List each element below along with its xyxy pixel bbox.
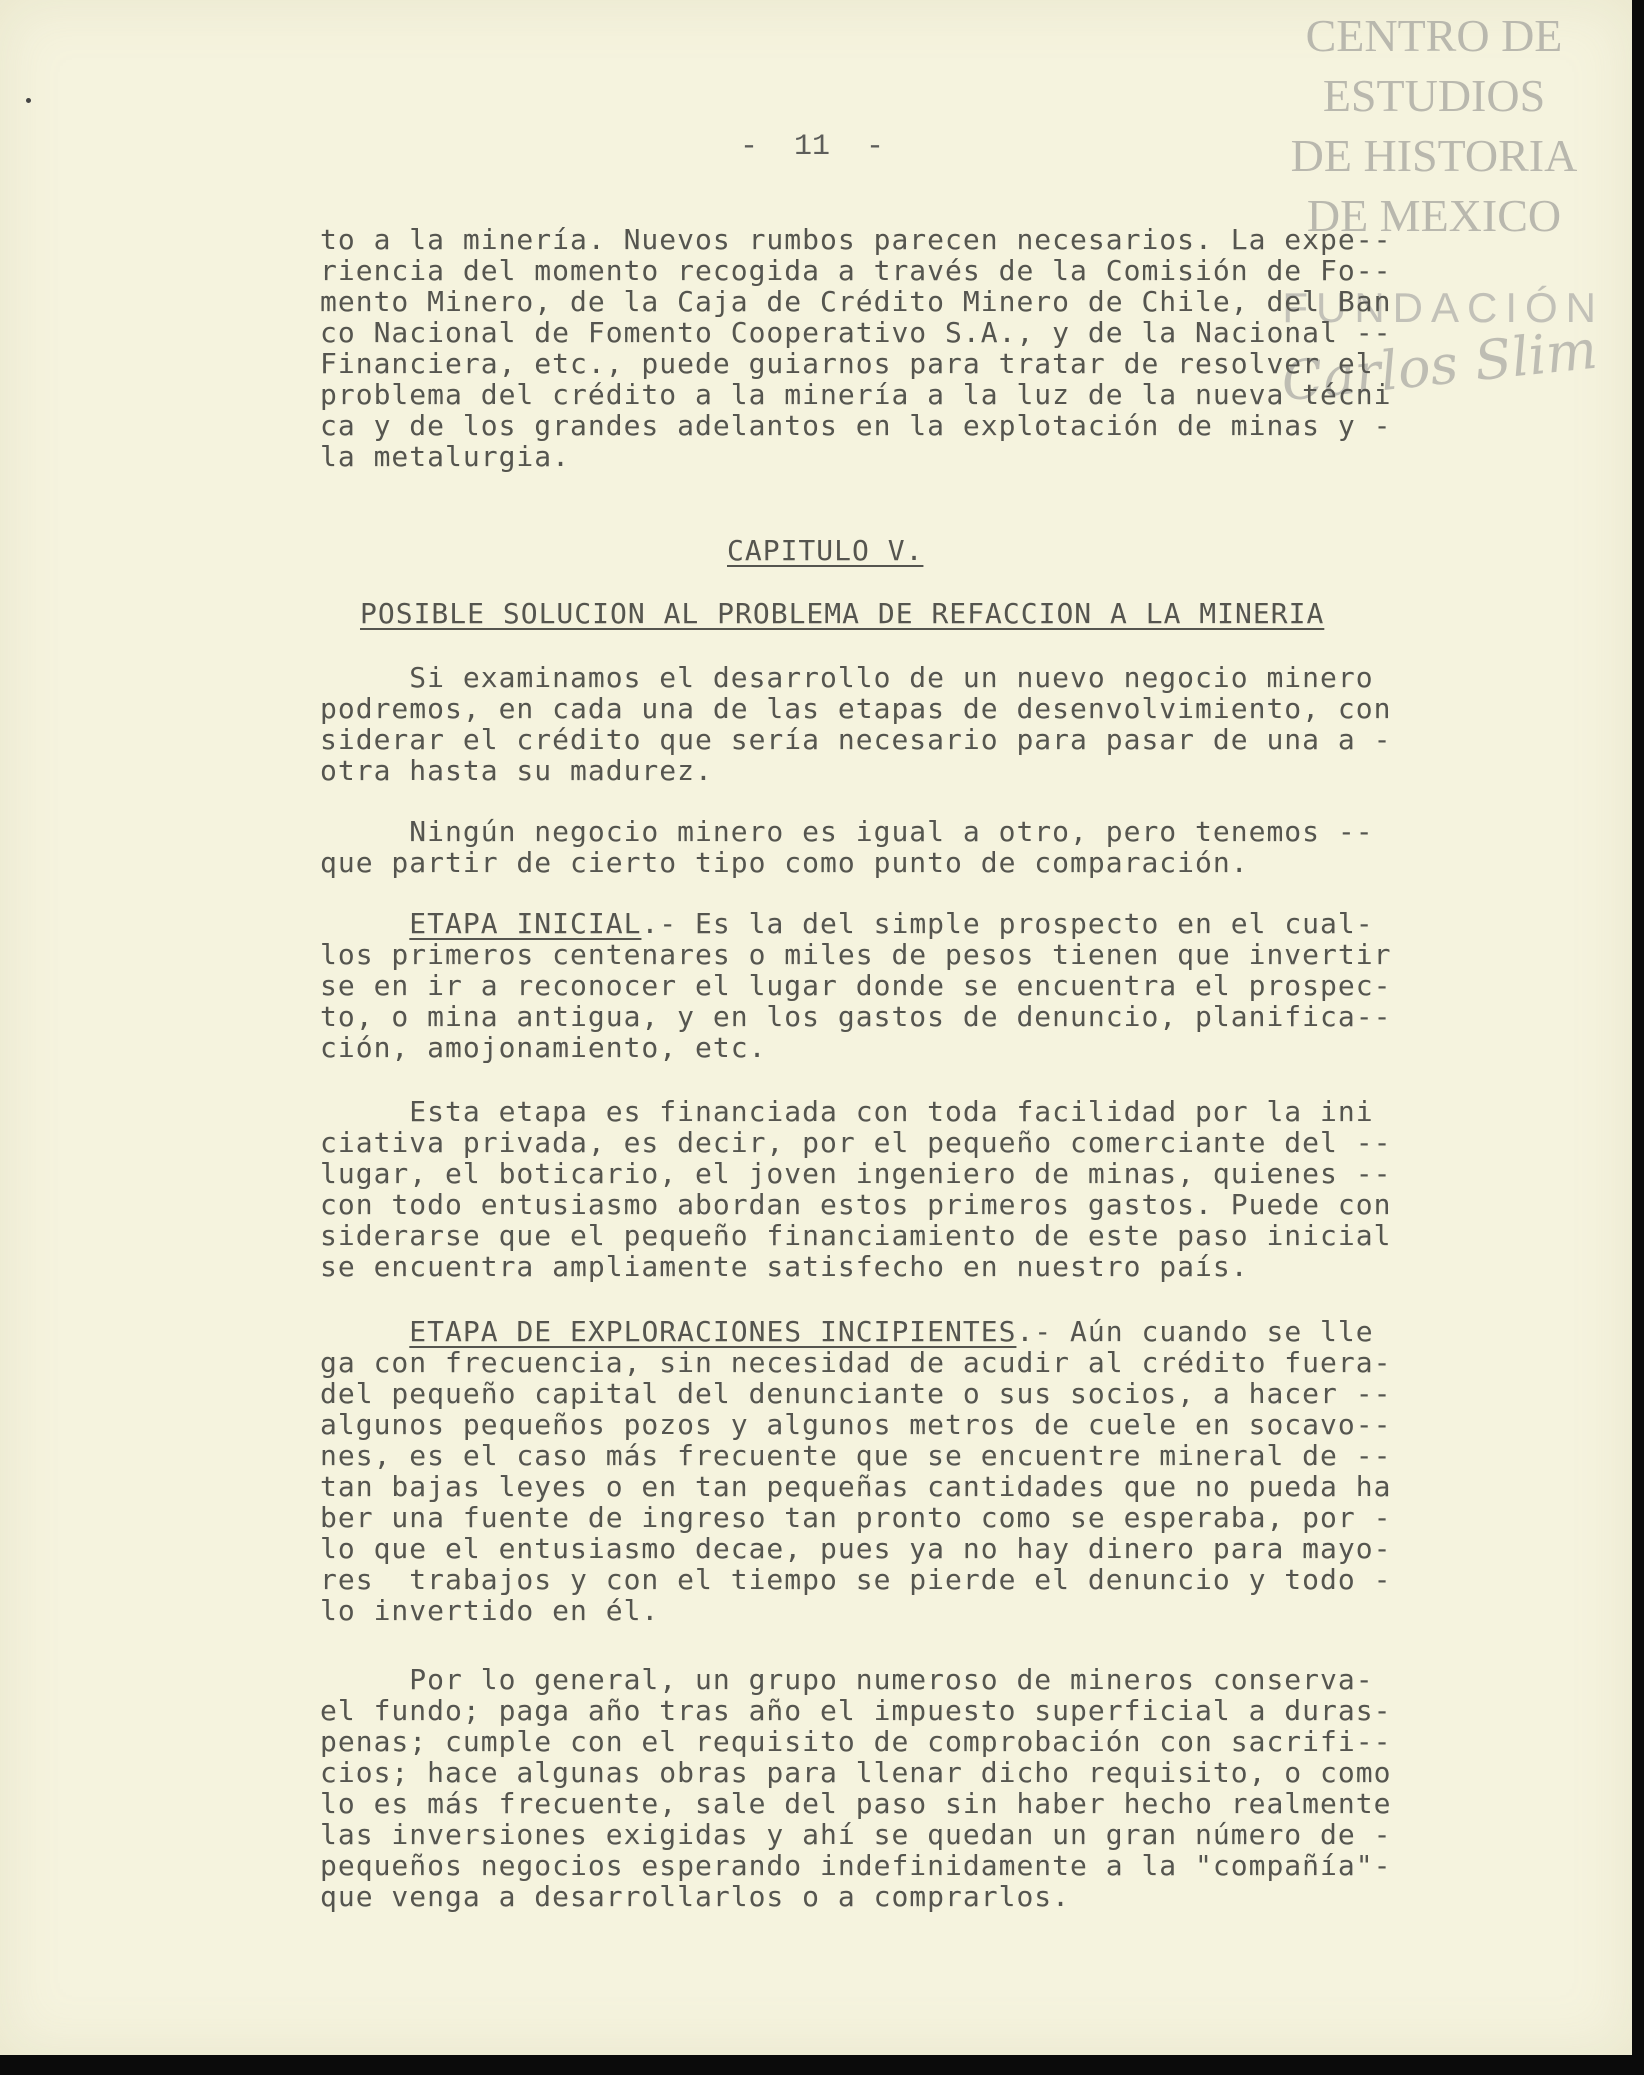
chapter-subtitle: POSIBLE SOLUCION AL PROBLEMA DE REFACCION A LA MINERIA <box>360 597 1325 630</box>
paragraph-5 <box>320 1316 1490 1626</box>
watermark-line-1: CENTRO DE <box>1305 10 1563 61</box>
intro-paragraph: to a la minería. Nuevos rumbos parecen necesarios. La expe-- riencia del momento recogida a través de la Comisión de Fo-- mento Minero, de la Caja de Crédito Minero de Chile, del Ban co Nacional de Fomento Cooperativo S.A., y de la Nacional -- Financiera, etc., puede guiarnos para tratar de resolver el problema del crédito a la minería a la luz de la nueva técni ca y de los grandes adelantos en la explotación de minas y - la metalurgia. <box>320 223 1392 473</box>
paragraph-1: Si examinamos el desarrollo de un nuevo negocio minero podremos, en cada una de las etapas de desenvolvimiento, con siderar el crédito que sería necesario para pasar de una a - otra hasta su madurez. <box>320 661 1392 787</box>
paragraph-3-text: .- Es la del simple prospecto en el cual- los primeros centenares o miles de pesos tienen que invertir se en ir a reconocer el lugar donde se encuentra el prospec- to, o mina antigua, y en los gastos de denuncio, planifica-- ción, amojonamiento, etc. <box>320 907 1392 1064</box>
stage-heading-explorations: ETAPA DE EXPLORACIONES INCIPIENTES <box>409 1315 1017 1348</box>
stage-heading-initial: ETAPA INICIAL <box>409 907 642 940</box>
page-number: - 11 - <box>740 130 885 164</box>
paragraph-4: Esta etapa es financiada con toda facilidad por la ini ciativa privada, es decir, por el pequeño comerciante del -- lugar, el boticario, el joven ingeniero de minas, quienes -- con todo entusiasmo abordan estos primeros gastos. Puede con siderarse que el pequeño financiamiento de este paso inicial se encuentra ampliamente satisfecho en nuestro país. <box>320 1095 1392 1283</box>
watermark-foundation: FUNDACIÓN <box>1282 284 1604 331</box>
paragraph-6: Por lo general, un grupo numeroso de mineros conserva- el fundo; paga año tras año el impuesto superficial a duras- penas; cumple con el requisito de comprobación con sacrifi-- cios; hace algunas obras para llenar dicho requisito, o como lo es más frecuente, sale del paso sin haber hecho realmente las inversiones exigidas y ahí se quedan un gran número de - pequeños negocios esperando indefinidamente a la "compañía"- que venga a desarrollarlos o a comprarlos. <box>320 1663 1392 1913</box>
chapter-heading: CAPITULO V. <box>727 534 924 567</box>
archive-watermark <box>1264 6 1604 414</box>
paragraph-3 <box>320 908 1490 1063</box>
watermark-signature: Carlos Slim <box>1278 317 1601 414</box>
paragraph-5-text: .- Aún cuando se lle ga con frecuencia, sin necesidad de acudir al crédito fuera- del pequeño capital del denunciante o sus socios, a hacer -- algunos pequeños pozos y algunos metros de cuele en socavo-- nes, es el caso más frecuente que se encuentre mineral de -- tan bajas leyes o en tan pequeñas cantidades que no pueda ha ber una fuente de ingreso tan pronto como se esperaba, por - lo que el entusiasmo decae, pues ya no hay dinero para mayo- res trabajos y con el tiempo se pierde el denuncio y todo - lo invertido en él. <box>320 1315 1392 1627</box>
watermark-line-2: ESTUDIOS <box>1322 70 1546 121</box>
scan-speck <box>26 98 31 103</box>
paragraph-2: Ningún negocio minero es igual a otro, pero tenemos -- que partir de cierto tipo como punto de comparación. <box>320 815 1374 879</box>
watermark-line-4: DE MEXICO <box>1306 190 1562 241</box>
watermark-line-3: DE HISTORIA <box>1290 130 1578 181</box>
